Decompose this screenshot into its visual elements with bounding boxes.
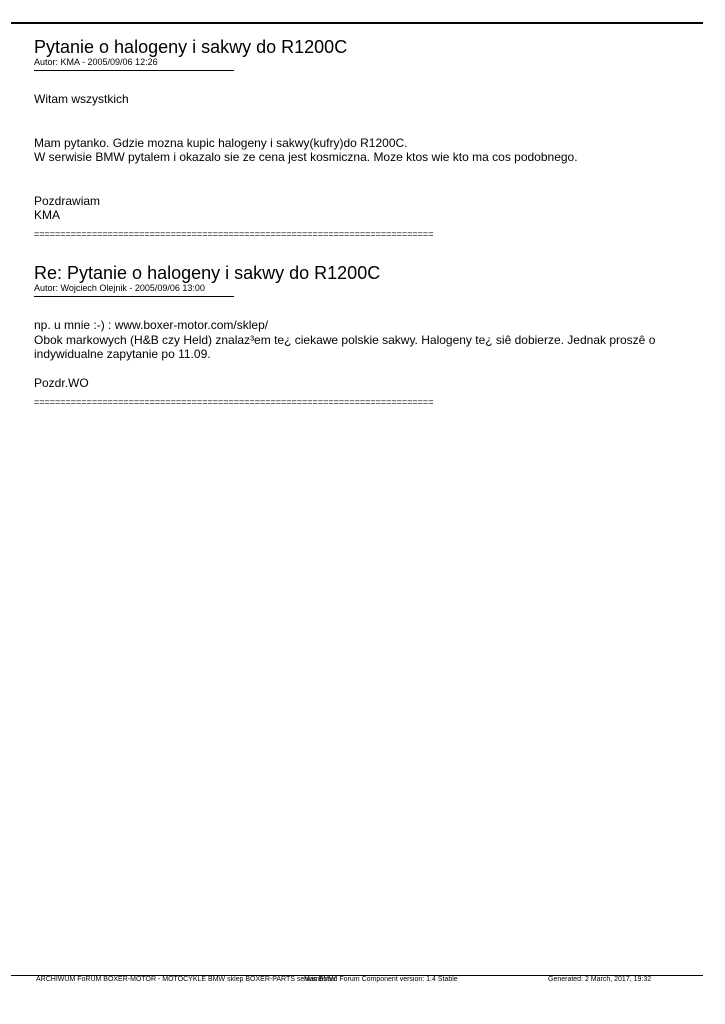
post-title: Pytanie o halogeny i sakwy do R1200C [34,37,348,57]
post-line: Pozdr.WO [34,376,89,390]
post-line [34,362,674,377]
forum-post [34,264,674,407]
post-line: Obok markowych (H&B czy Held) znalaz³em te¿ ciekawe polskie sakwy. Halogeny te¿ siê dobierze. Jednak proszê o indywidualne zapytanie po 11.09. [34,332,656,361]
post-line [34,179,674,194]
post-line: Witam wszystkich [34,92,129,106]
post-line [34,121,674,136]
footer-left-text: ARCHIWUM FoRUM BOXER-MOTOR - MOTOCYKLE BMW sklep BOXER-PARTS serwis BMW [36,976,336,983]
post-author-meta: Autor: Wojciech Olejnik - 2005/09/06 13:00 [34,283,205,293]
post-body [34,318,674,391]
post-separator: ============================================================================ [34,396,434,407]
post-author-meta: Autor: KMA - 2005/09/06 12:26 [34,57,158,67]
post-line [34,107,674,122]
post-title: Re: Pytanie o halogeny i sakwy do R1200C [34,263,381,283]
post-line: KMA [34,208,61,222]
post-line: np. u mnie :-) : www.boxer-motor.com/sklep/ [34,318,269,332]
top-rule [11,22,703,24]
post-line: Pozdrawiam [34,193,101,208]
post-line: W serwisie BMW pytalem i okazalo sie ze cena jest kosmiczna. Moze ktos wie kto ma cos podobnego. [34,150,578,164]
post-separator: ============================================================================ [34,228,434,239]
post-line: Mam pytanko. Gdzie mozna kupic halogeny i sakwy(kufry)do R1200C. [34,135,408,150]
post-title-underline [34,70,234,71]
post-line [34,165,674,180]
post-title-underline [34,296,234,297]
post-body [34,92,674,223]
forum-post [34,38,674,239]
footer-center-text: Mamboard Forum Component version: 1.4 Stable [304,976,458,983]
footer-right-text: Generated: 2 March, 2017, 19:32 [548,976,652,983]
